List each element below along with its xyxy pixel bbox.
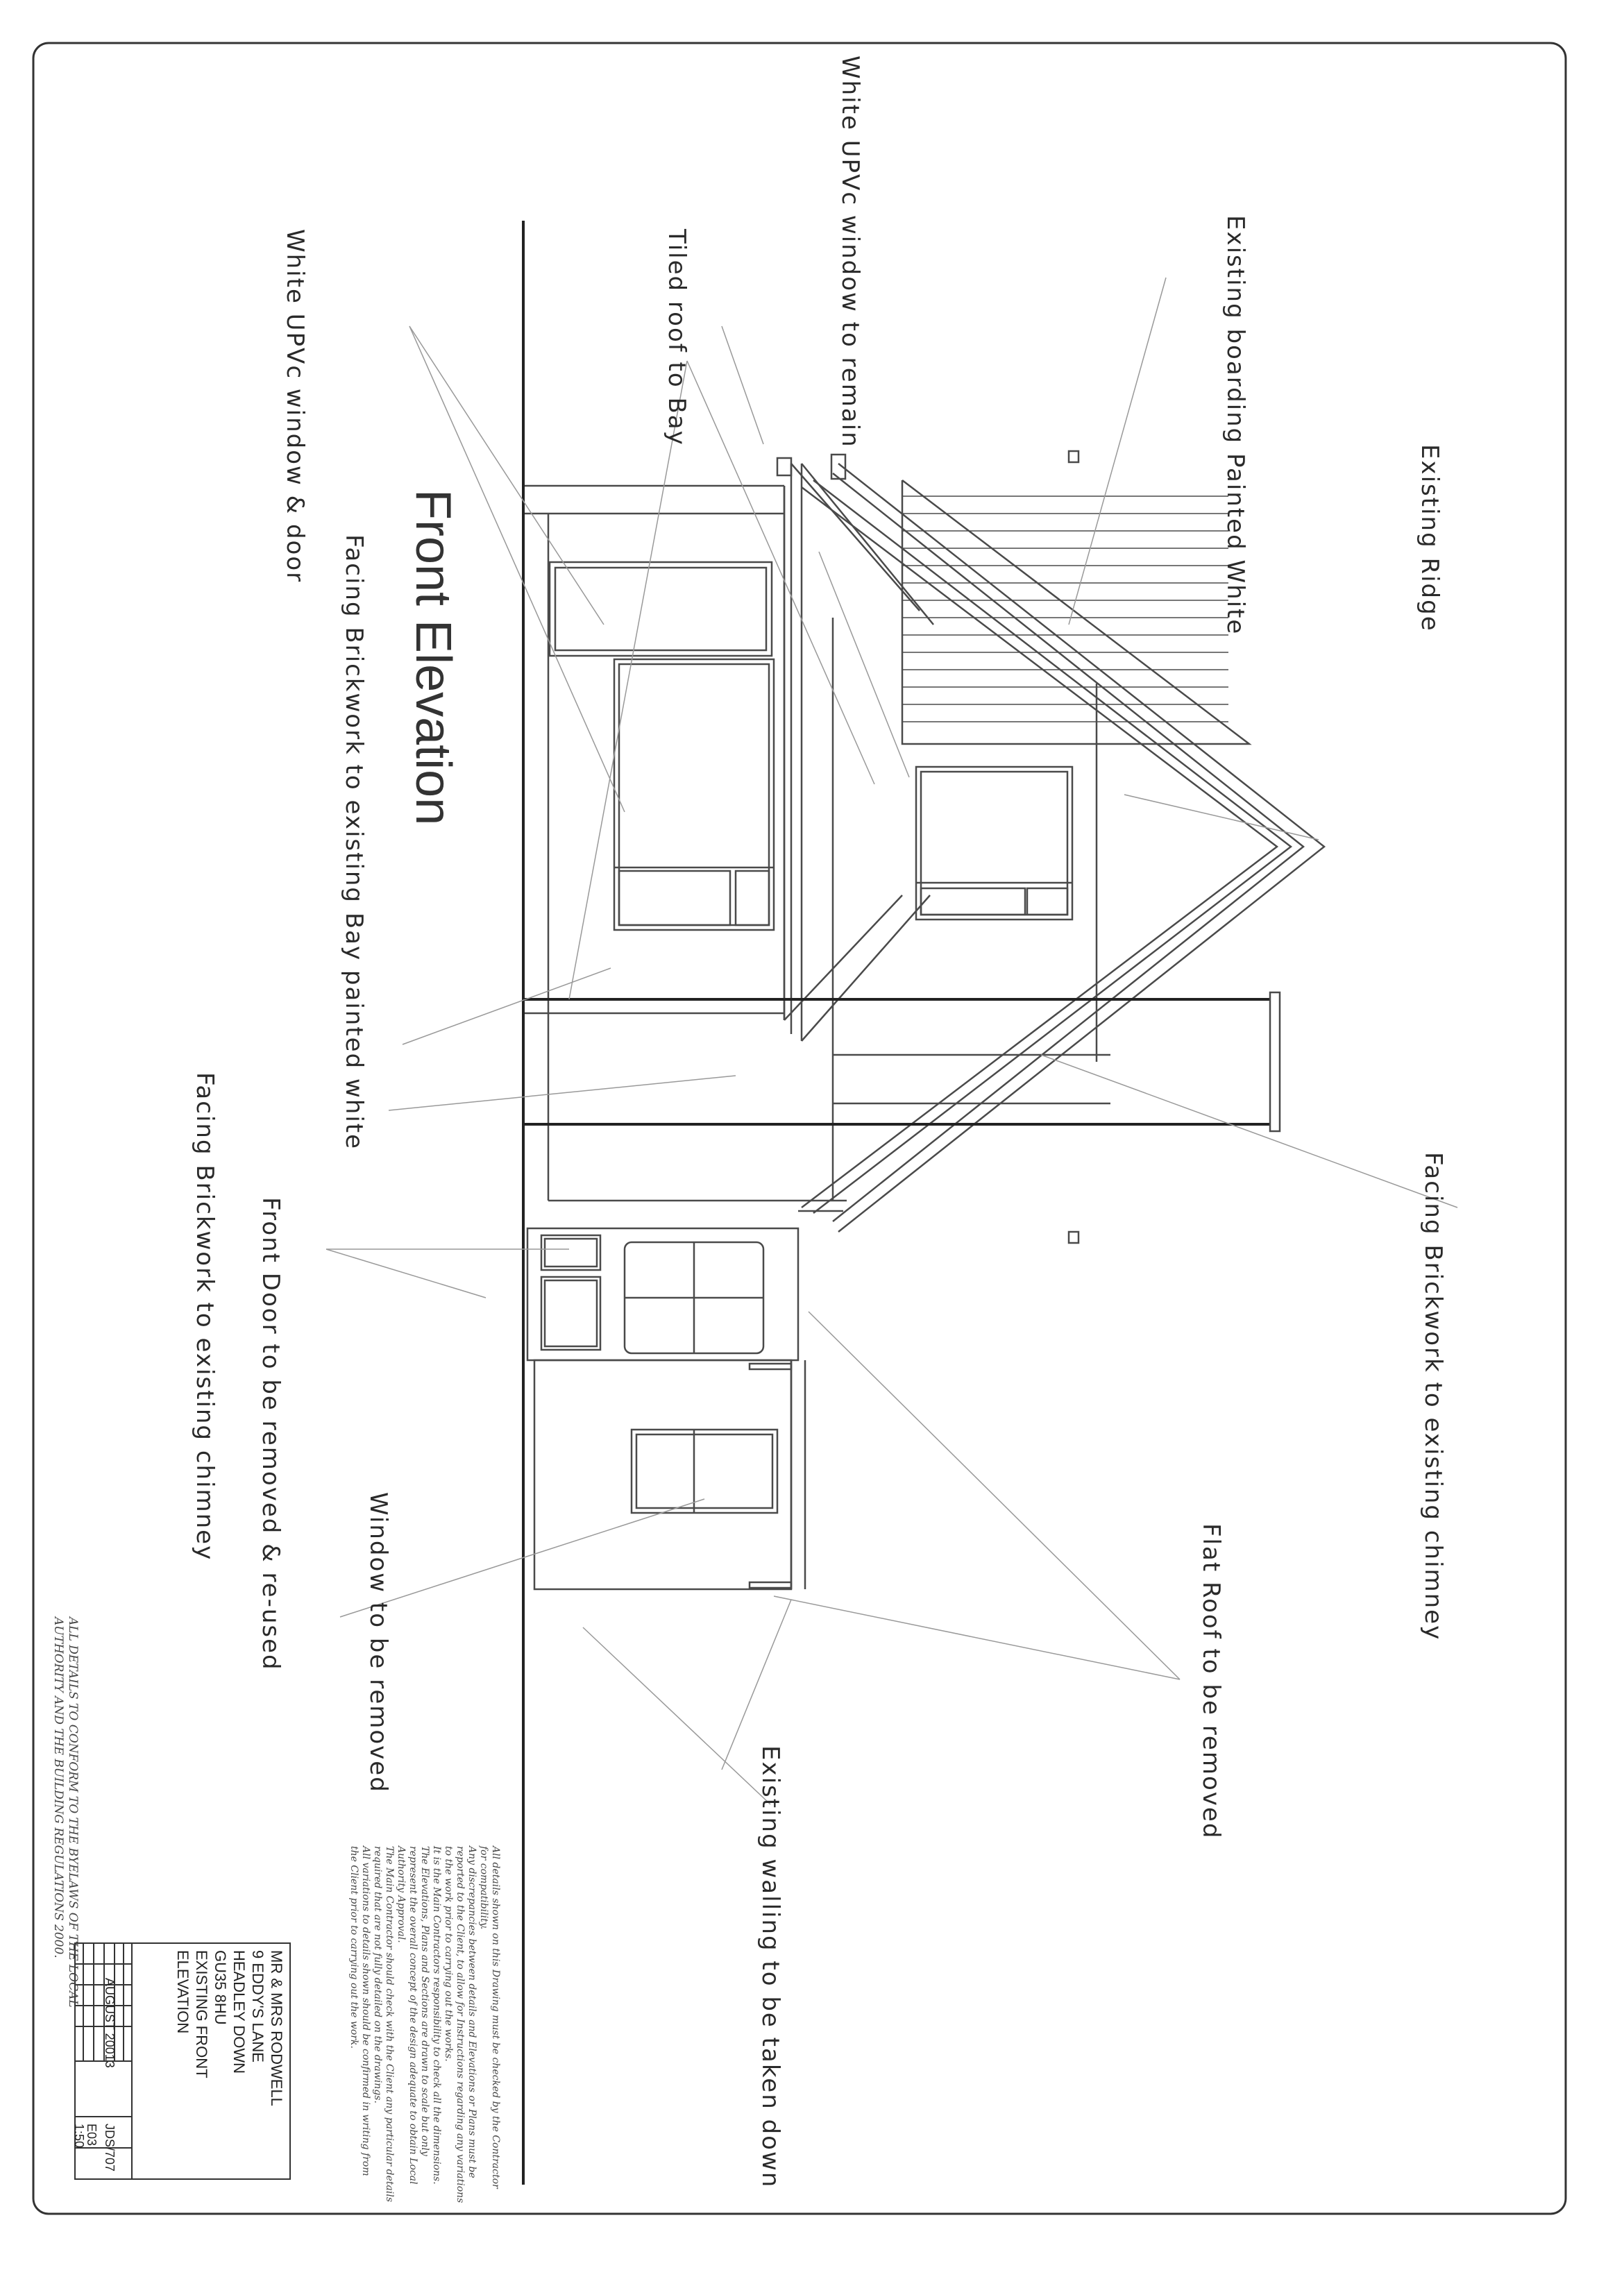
note-line: for compatibility. — [478, 1846, 489, 1930]
label-facing-chimney-left: Facing Brickwork to existing chimney — [191, 1072, 219, 1561]
label-facing-chimney-right: Facing Brickwork to existing chimney — [1419, 1152, 1447, 1641]
note-line: It is the Main Contractors responsibility to check all the dimensions. — [431, 1846, 442, 2185]
label-existing-ridge: Existing Ridge — [1416, 444, 1444, 632]
page-title: Front Elevation — [405, 489, 461, 826]
note-line: The Elevations, Plans and Sections are drawn to scale but only — [419, 1846, 430, 2156]
regulation-line: ALL DETAILS TO CONFORM TO THE BYELAWS OF THE LOCAL — [66, 1617, 80, 2008]
label-existing-walling: Existing walling to be taken down — [756, 1745, 784, 2189]
regulations-note — [51, 1617, 80, 2008]
title-block-scale: 1:50 — [72, 2124, 86, 2149]
note-line: required that are not fully detailed on the drawings. — [372, 1846, 383, 2103]
note-line: All details shown on this Drawing must be checked by the Contractor — [490, 1846, 501, 2189]
note-line: represent the overall concept of the design adequate to obtain Local — [407, 1846, 418, 2185]
bay-roof — [777, 455, 933, 1041]
label-existing-boarding: Existing boarding Painted White — [1221, 215, 1249, 636]
note-line: Any discrepancies between details and Elevations or Plans must be — [466, 1846, 477, 2178]
label-front-door: Front Door to be removed & re-used — [257, 1197, 285, 1671]
main-wall — [833, 618, 1110, 1201]
title-block-client — [174, 1950, 286, 2106]
note-line: The Main Contractor should check with the Client any particular details — [384, 1846, 395, 2203]
lower-wall — [548, 1201, 847, 1211]
note-line: reported to the Client, to allow for Instructions regarding any variations — [455, 1846, 466, 2203]
sheet-border — [33, 43, 1566, 2214]
client-line: ELEVATION — [174, 1950, 192, 2034]
note-line: to the work prior to carrying out the works. — [443, 1846, 454, 2062]
label-window-removed: Window to be removed — [364, 1492, 392, 1793]
title-block-sheet-ref: E03 — [85, 2124, 99, 2146]
front-door — [527, 1228, 798, 1360]
extension — [534, 1360, 805, 1589]
client-line: 9 EDDY'S LANE — [249, 1950, 267, 2063]
label-white-upvc-remain: White UPVc window to remain — [836, 56, 864, 448]
label-facing-bay: Facing Brickwork to existing Bay painted white — [340, 534, 368, 1151]
elevation-drawing — [525, 451, 1324, 1589]
client-line: GU35 8HU — [212, 1950, 229, 2025]
client-line: MR & MRS RODWELL — [268, 1950, 285, 2106]
note-line: the Client prior to carrying out the work. — [348, 1846, 360, 2049]
regulation-line: AUTHORITY AND THE BUILDING REGULATIONS 2000. — [51, 1617, 65, 1958]
label-tiled-roof: Tiled roof to Bay — [663, 229, 691, 446]
note-line: Authority Approval. — [396, 1846, 407, 1943]
client-line: EXISTING FRONT — [193, 1950, 210, 2078]
label-white-upvc-door: White UPVc window & door — [281, 229, 309, 584]
client-line: HEADLEY DOWN — [230, 1950, 248, 2074]
note-line: All variations to details shown should be confirmed in writing from — [360, 1846, 371, 2176]
label-flat-roof: Flat Roof to be removed — [1197, 1523, 1225, 1840]
title-block-date: AUGUST 20013 — [103, 1978, 117, 2068]
upper-window — [916, 767, 1072, 920]
title-block-drawing-no: JDS/707 — [103, 2124, 117, 2172]
contractor-notes — [348, 1846, 501, 2203]
